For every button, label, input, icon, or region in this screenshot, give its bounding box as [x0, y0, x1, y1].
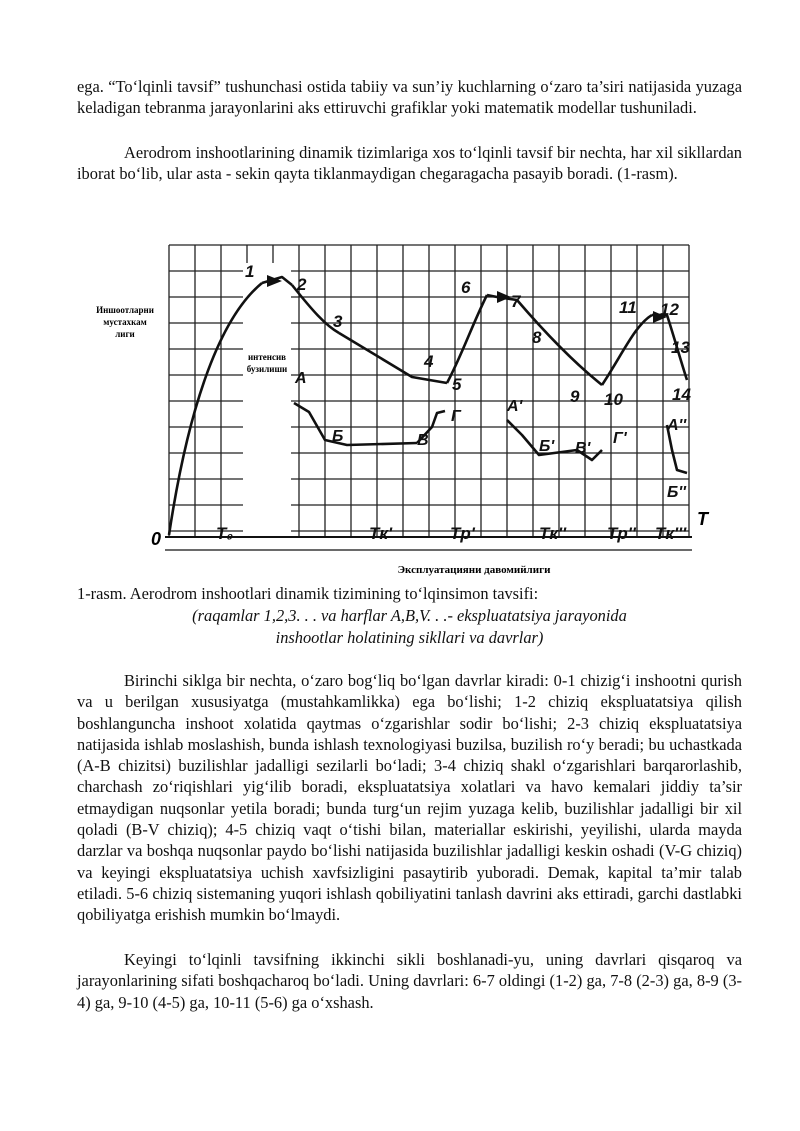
period-label: T₀ — [216, 524, 234, 543]
point-label-7: 7 — [511, 292, 521, 311]
point-label-1: 1 — [245, 262, 255, 281]
period-label: Tк' — [369, 524, 393, 543]
point-label-2: 2 — [297, 275, 307, 294]
letter-label: Г' — [613, 430, 627, 447]
point-label-8: 8 — [532, 328, 542, 347]
letter-label: A — [295, 370, 307, 387]
letter-label: Б' — [539, 438, 555, 455]
point-label-10: 10 — [604, 390, 623, 409]
band-label-2: бузилиши — [246, 364, 288, 374]
origin-label: 0 — [151, 529, 162, 549]
letter-label: A'' — [667, 417, 687, 434]
letter-label: Б'' — [667, 484, 686, 501]
point-label-14: 14 — [672, 385, 691, 404]
y-axis-label-3: лиги — [115, 329, 135, 339]
point-label-11: 11 — [619, 298, 637, 317]
curve-a-b — [294, 403, 417, 445]
point-label-3: 3 — [333, 312, 343, 331]
letter-label: Б — [332, 428, 344, 445]
axis-t-label: T — [697, 509, 708, 529]
point-label-12: 12 — [660, 300, 679, 319]
y-axis-label-1: Иншоотларни — [96, 305, 154, 315]
point-label-4: 4 — [424, 352, 434, 371]
point-label-5: 5 — [452, 375, 462, 394]
figure-caption-sub-2: inshootlar holatining sikllari va davrlar) — [275, 628, 544, 647]
point-label-6: 6 — [461, 278, 471, 297]
intensive-band — [243, 263, 291, 548]
paragraph-first-cycle: Birinchi siklga bir nechta, o‘zaro bog‘liq bo‘lgan davrlar kiradi: 0-1 chizig‘i inshootni qurish va u berilgan xususiyatga (mustahkamlikka) ega bo‘lishi; 1-2 chiziq ekspluatatsiya qilish boshlanguncha inshoot xolatida qaytmas o‘zgarishlar sodir bo‘lishi; 2-3 chiziq ekspluatatsiya natijasida ishlab moslashish, bunda ishlash texnologiyasi buzilsa, buzilish ro‘y beradi; bu uchastkada (A-B chizitsi) buzilishlar jadalligi sezilarli bo‘ladi; 3-4 chiziq shakl o‘zgarishlari barqarorlashib, charchash zo‘riqishlari yig‘ilib boradi, ekspluatatsiya xolatlari va havo kemalari jiddiy ta’sir etmaydigan nuqsonlar yetila boradi; bunda turg‘un rejim yuzaga kelib, buzilishlar jadalligi bir xil qoladi (B-V chiziq); 4-5 chiziq vaqt o‘tishi bilan, materiallar eskirishi, yeyilishi, ularda mayda darzlar va boshqa nuqsonlar paydo bo‘lishi natijasida buzilishlar jadalligi keskin oshadi (V-G chiziq) va keyingi ekspluatatsiya uchish xavfsizligini pasaytirib yuboradi. Demak, kapital ta’mir talab etiladi. 5-6 chiziq sistemaning yuqori ishlash qobiliyatini tanlash davrini aks ettiradi, garchi dastlabki qobiliyatga erishish mumkin bo‘lmaydi. — [77, 671, 742, 925]
band-label-1: интенсив — [247, 352, 287, 362]
letter-label: A' — [507, 398, 523, 415]
y-axis-label-2: мустахкам — [103, 317, 147, 327]
figure-caption-sub-1: (raqamlar 1,2,3. . . va harflar A,B,V. . .- ekspluatatsiya jarayonida — [192, 606, 627, 625]
period-label: Tк''' — [655, 524, 687, 543]
paragraph-wave-description: Aerodrom inshootlarining dinamik tizimlariga xos to‘lqinli tavsif bir nechta, har xil sikllardan iborat bo‘lib, ular asta - sekin qayta tiklanmaydigan chegaragacha pasayib boradi. (1-rasm). — [77, 143, 742, 184]
paragraph-intro: ega. “To‘lqinli tavsif” tushunchasi ostida tabiiy va sun’iy kuchlarning o‘zaro ta’siri natijasida yuzaga keladigan tebranma jarayonlarini aks ettiruvchi grafiklar yoki matematik modellar tushuniladi. — [77, 77, 742, 118]
wave-chart-figure — [77, 215, 742, 585]
letter-label: В — [417, 432, 429, 449]
x-axis-label: Эксплуатацияни давомийлиги — [397, 564, 551, 576]
period-label: Tк'' — [539, 524, 567, 543]
point-label-13: 13 — [671, 338, 690, 357]
period-label: Tр' — [450, 524, 475, 543]
letter-label: Г — [451, 408, 461, 425]
figure-caption: 1-rasm. Aerodrom inshootlari dinamik tizimining to‘lqinsimon tavsifi: — [77, 584, 539, 603]
paragraph-second-cycle: Keyingi to‘lqinli tavsifning ikkinchi sikli boshlanadi-yu, uning davrlari qisqaroq va jarayonlarining sifati boshqacharoq bo‘ladi. Uning davrlari: 6-7 oldingi (1-2) ga, 7-8 (2-3) ga, 8-9 (3-4) ga, 9-10 (4-5) ga, 10-11 (5-6) ga o‘xshash. — [77, 950, 742, 1012]
letter-label: В' — [575, 440, 591, 457]
point-label-9: 9 — [570, 387, 580, 406]
period-label: Tр'' — [607, 524, 636, 543]
arrow-6 — [497, 291, 511, 303]
